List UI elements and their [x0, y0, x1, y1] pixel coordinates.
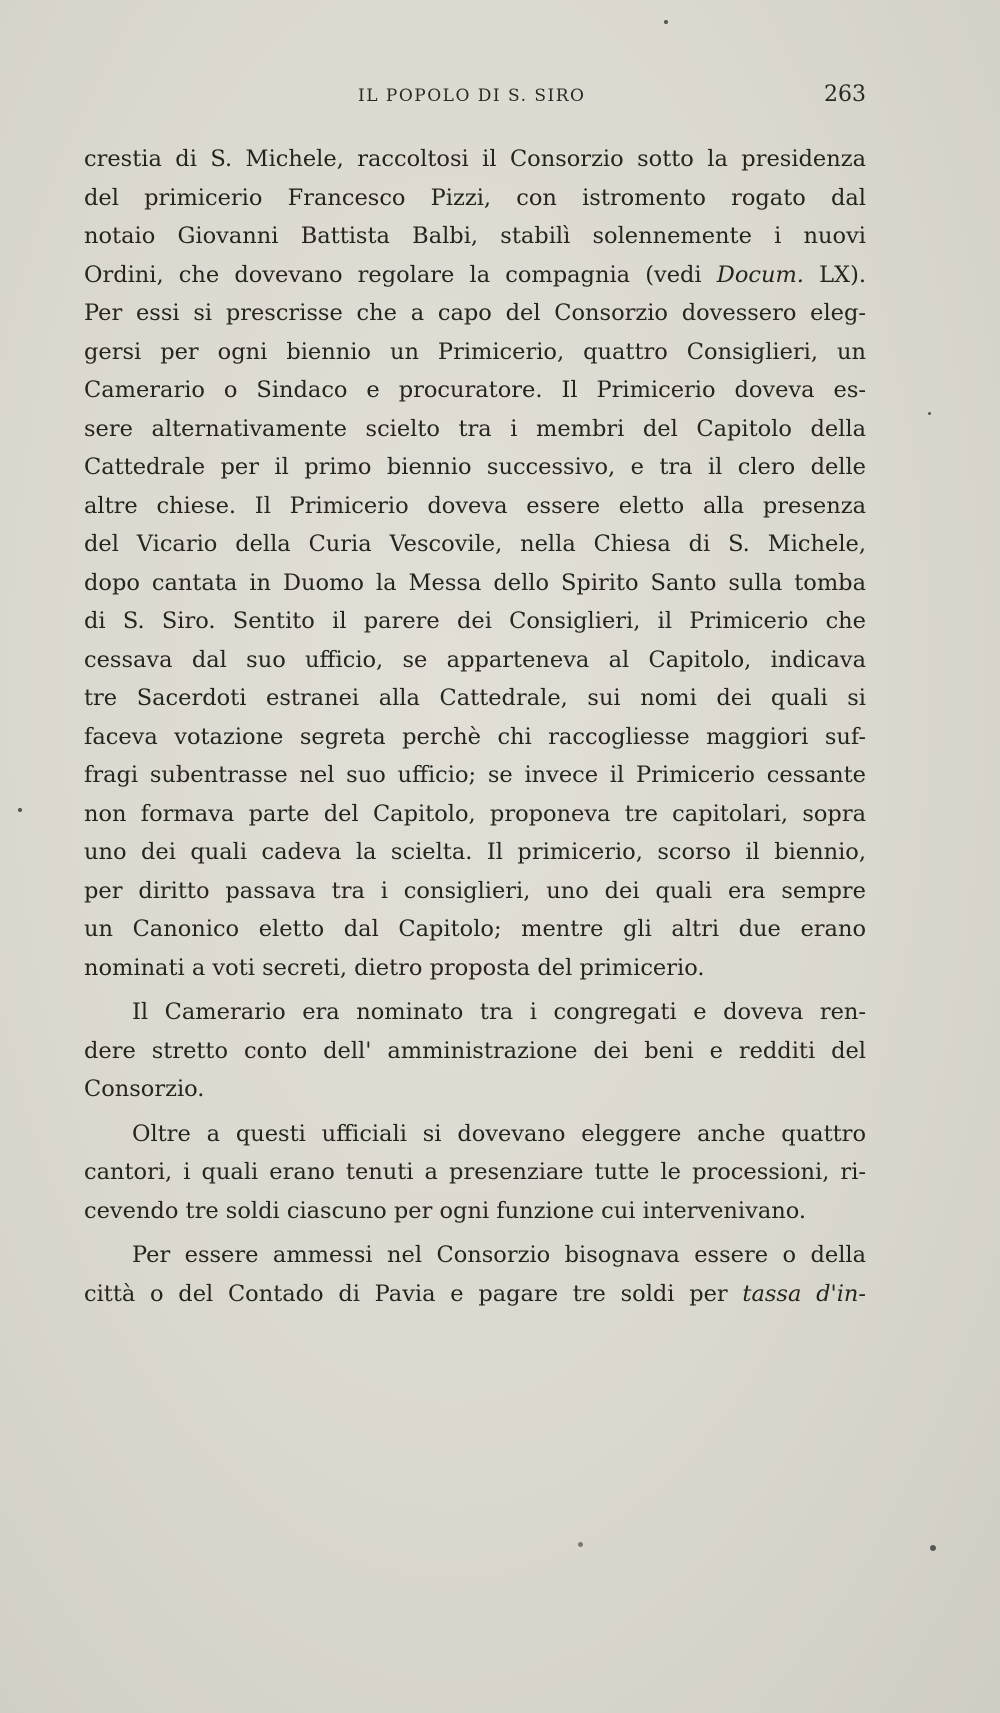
italic-reference: Docum. [716, 261, 804, 288]
text-line: crestia di S. Michele, raccoltosi il Consorzio sotto la presidenza [84, 146, 866, 172]
text-line: di S. Siro. Sentito il parere dei Consiglieri, il Primicerio che [84, 608, 866, 634]
text-line: Per essi si prescrisse che a capo del Consorzio dovessero eleg- [84, 300, 866, 326]
text-line [84, 1275, 866, 1314]
page-number: 263 [824, 82, 866, 107]
text-line: faceva votazione segreta perchè chi raccogliesse maggiori suf- [84, 723, 866, 750]
text-line: gersi per ogni biennio un Primicerio, quattro Consiglieri, un [84, 338, 866, 365]
paper-speck [578, 1542, 583, 1547]
text-segment: LX). [803, 261, 866, 288]
paper-speck [18, 808, 22, 812]
text-line: dopo cantata in Duomo la Messa dello Spirito Santo sulla tomba [84, 569, 866, 596]
text-line: dere stretto conto dell' amministrazione dei beni e redditi del [84, 1037, 866, 1064]
paragraph [84, 1236, 866, 1313]
text-line: Cattedrale per il primo biennio successivo, e tra il clero delle [84, 454, 866, 480]
text-line: Per essere ammessi nel Consorzio bisognava essere o della [132, 1242, 866, 1268]
text-line: uno dei quali cadeva la scielta. Il primicerio, scorso il biennio, [84, 839, 866, 865]
text-line: per diritto passava tra i consiglieri, uno dei quali era sempre [84, 877, 866, 904]
italic-phrase: tassa d'in- [742, 1280, 866, 1307]
body-text [84, 140, 866, 1313]
text-line: del primicerio Francesco Pizzi, con istromento rogato dal [84, 184, 866, 211]
text-line: sere alternativamente scielto tra i membri del Capitolo della [84, 415, 866, 442]
text-line: altre chiese. Il Primicerio doveva essere eletto alla presenza [84, 492, 866, 519]
page-header [84, 82, 866, 112]
text-line: Consorzio. [84, 1076, 205, 1102]
text-line: cantori, i quali erano tenuti a presenziare tutte le processioni, ri- [84, 1159, 866, 1185]
text-line: cevendo tre soldi ciascuno per ogni funzione cui intervenivano. [84, 1197, 807, 1224]
paper-speck [664, 20, 668, 24]
text-line: Camerario o Sindaco e procuratore. Il Primicerio doveva es- [84, 377, 866, 403]
text-line: fragi subentrasse nel suo ufficio; se invece il Primicerio cessante [84, 762, 866, 788]
running-head: IL POPOLO DI S. SIRO [358, 86, 586, 106]
text-line: Il Camerario era nominato tra i congregati e doveva ren- [132, 999, 866, 1025]
text-segment: città o del Contado di Pavia e pagare tre soldi per [84, 1280, 743, 1307]
text-line: non formava parte del Capitolo, proponeva tre capitolari, sopra [84, 800, 866, 827]
text-line: tre Sacerdoti estranei alla Cattedrale, sui nomi dei quali si [84, 685, 866, 711]
paragraph [84, 1115, 866, 1231]
text-line: Oltre a questi ufficiali si dovevano eleggere anche quattro [132, 1120, 866, 1147]
text-line: notaio Giovanni Battista Balbi, stabilì solennemente i nuovi [84, 223, 866, 249]
text-line: del Vicario della Curia Vescovile, nella Chiesa di S. Michele, [84, 531, 866, 557]
paragraph [84, 140, 866, 987]
text-line: cessava dal suo ufficio, se apparteneva al Capitolo, indicava [84, 646, 866, 673]
text-line [84, 256, 866, 295]
text-segment: Ordini, che dovevano regolare la compagnia (vedi [84, 261, 717, 288]
paper-speck [928, 412, 931, 415]
paper-speck [930, 1545, 936, 1551]
paragraph [84, 993, 866, 1109]
text-line: nominati a voti secreti, dietro proposta del primicerio. [84, 954, 705, 981]
text-line: un Canonico eletto dal Capitolo; mentre gli altri due erano [84, 916, 866, 942]
